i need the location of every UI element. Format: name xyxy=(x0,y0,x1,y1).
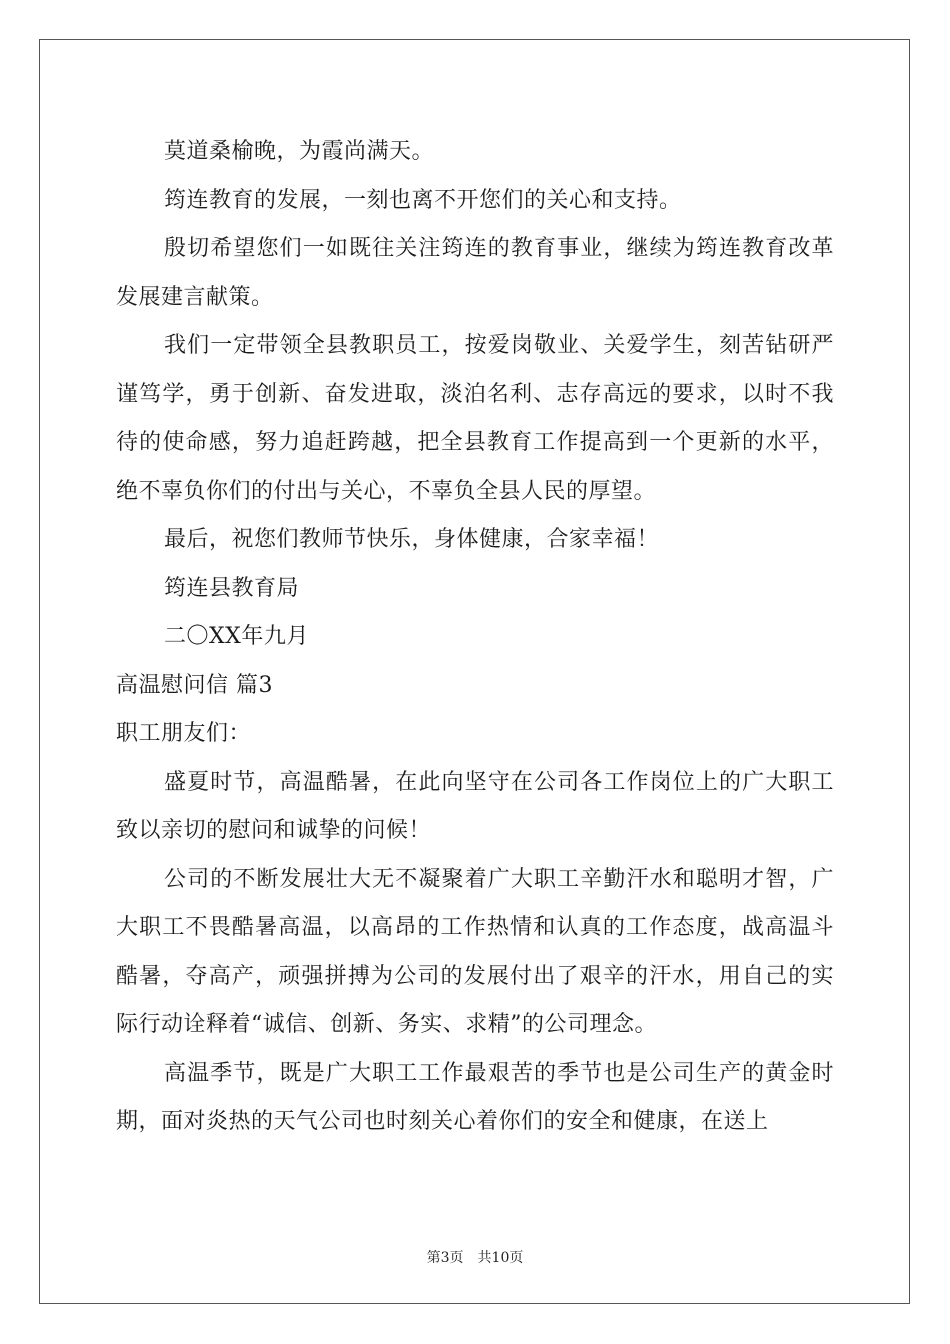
paragraph-greeting: 盛夏时节，高温酷暑，在此向坚守在公司各工作岗位上的广大职工致以亲切的慰问和诚挚的问候！ xyxy=(116,769,834,843)
paragraph-hope: 殷切希望您们一如既往关注筠连的教育事业，继续为筠连教育改革发展建言献策。 xyxy=(116,236,834,310)
paragraph-closing-verse: 莫道桑榆晚，为霞尚满天。 xyxy=(164,139,435,164)
salutation: 职工朋友们： xyxy=(116,721,252,746)
page-footer: 第3页 共10页 xyxy=(426,1250,524,1266)
paragraph-contribution: 公司的不断发展壮大无不凝聚着广大职工辛勤汗水和聪明才智，广大职工不畏酷暑高温，以高昂的工作热情和认真的工作态度，战高温斗酷暑，夺高产，顽强拼搏为公司的发展付出了艰辛的汗水，用自己的实际行动诠释着“诚信、创新、务实、求精”的公司理念。 xyxy=(116,866,834,1037)
signature-org: 筠连县教育局 xyxy=(164,575,300,601)
paragraph-support: 筠连教育的发展，一刻也离不开您们的关心和支持。 xyxy=(164,187,682,213)
paragraph-season: 高温季节，既是广大职工工作最艰苦的季节也是公司生产的黄金时期，面对炎热的天气公司也时刻关心着你们的安全和健康，在送上 xyxy=(116,1060,834,1134)
section-title: 高温慰问信 篇3 xyxy=(116,672,273,698)
signature-date: 二〇XX年九月 xyxy=(164,624,309,649)
document-body xyxy=(116,128,834,1147)
paragraph-wishes: 最后，祝您们教师节快乐，身体健康，合家幸福！ xyxy=(164,527,660,552)
paragraph-commitment: 我们一定带领全县教职员工，按爱岗敬业、关爱学生，刻苦钻研严谨笃学，勇于创新、奋发进取，淡泊名利、志存高远的要求，以时不我待的使命感，努力追赶跨越，把全县教育工作提高到一个更新的水平，绝不辜负你们的付出与关心，不辜负全县人民的厚望。 xyxy=(116,333,834,504)
